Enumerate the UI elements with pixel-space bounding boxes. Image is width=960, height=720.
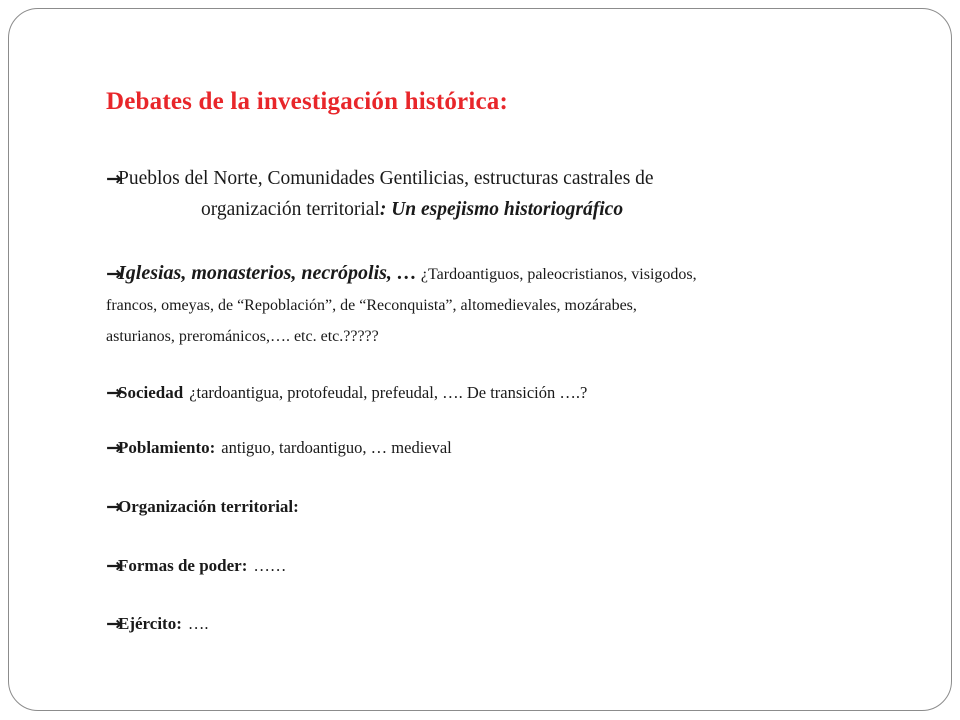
slide-title: Debates de la investigación histórica:	[106, 88, 509, 115]
bullet-line3: asturianos, prerománicos,…. etc. etc.?????	[106, 328, 379, 345]
arrow-bullet-icon: →	[106, 263, 122, 285]
bullet-label: Sociedad	[118, 383, 184, 402]
bullet-organizacion-territorial	[106, 494, 299, 519]
arrow-bullet-icon: →	[106, 168, 122, 190]
bullet-iglesias	[106, 258, 896, 352]
bullet-text-line2: organización territorial: Un espejismo historiográfico	[201, 199, 624, 220]
bullet-label: Ejército:	[118, 614, 182, 633]
bullet-poblamiento	[106, 435, 452, 460]
bullet-label: Poblamiento:	[118, 438, 216, 457]
bullet-text: ….	[187, 614, 209, 633]
bullet-text-line1: Pueblos del Norte, Comunidades Gentilicias, estructuras castrales de	[118, 168, 654, 189]
bullet-pueblos-del-norte	[106, 163, 896, 225]
arrow-bullet-icon: →	[106, 496, 122, 518]
bullet-emphasis: : Un espejismo historiográfico	[379, 199, 624, 220]
bullet-label: Organización territorial:	[118, 497, 299, 516]
arrow-bullet-icon: →	[106, 613, 122, 635]
bullet-line1-rest: ¿Tardoantiguos, paleocristianos, visigodos,	[420, 266, 697, 283]
bullet-ejercito	[106, 611, 209, 636]
bullet-formas-de-poder	[106, 553, 286, 578]
bullet-text: ¿tardoantigua, protofeudal, prefeudal, …. De transición ….?	[189, 383, 588, 402]
bullet-line2: francos, omeyas, de “Repoblación”, de “Reconquista”, altomedievales, mozárabes,	[106, 297, 637, 314]
bullet-lead: Iglesias, monasterios, necrópolis, …	[118, 262, 417, 284]
arrow-bullet-icon: →	[106, 382, 122, 404]
arrow-bullet-icon: →	[106, 555, 122, 577]
bullet-text: antiguo, tardoantiguo, … medieval	[221, 438, 452, 457]
bullet-label: Formas de poder:	[118, 556, 248, 575]
arrow-bullet-icon: →	[106, 437, 122, 459]
bullet-text: ……	[253, 556, 287, 575]
bullet-sociedad	[106, 380, 587, 405]
